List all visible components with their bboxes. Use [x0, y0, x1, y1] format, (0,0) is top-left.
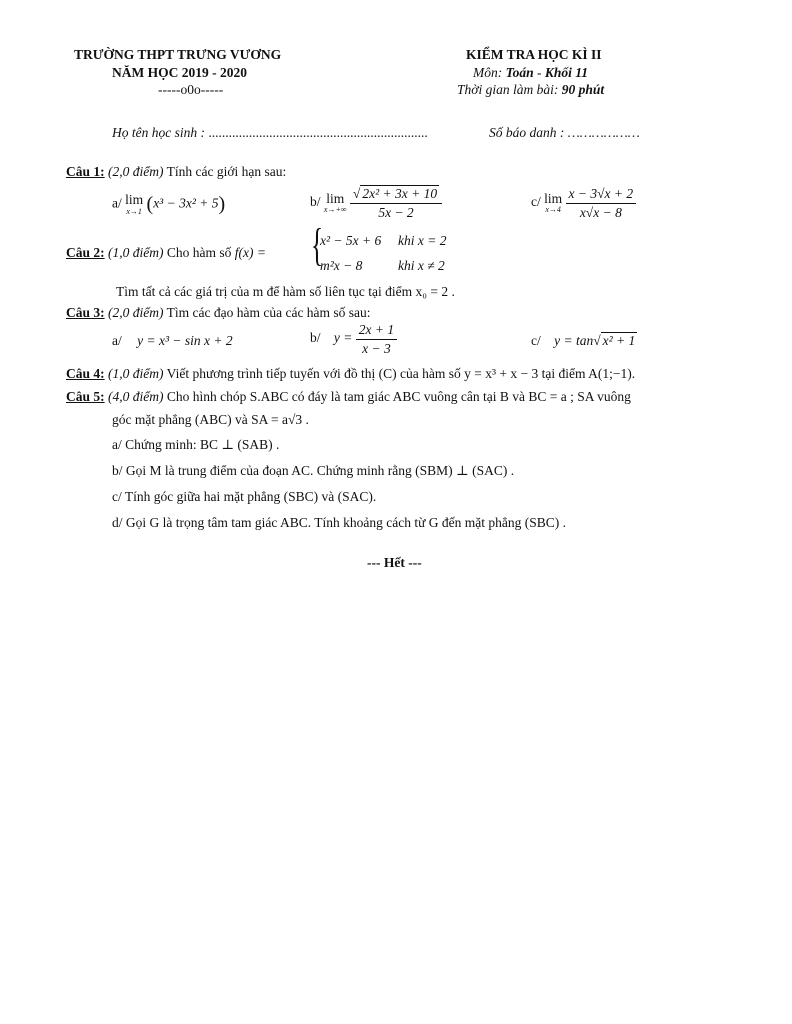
subject: Toán — [505, 65, 534, 80]
q1-c-lim — [544, 192, 562, 215]
q2-case2: m²x − 8 — [320, 258, 363, 273]
student-name-label: Họ tên học sinh : — [112, 125, 205, 140]
grade: Khối 11 — [544, 65, 589, 80]
q1-part-c — [531, 186, 636, 220]
q1-c-numerator: x − 3√x + 2 — [566, 186, 637, 204]
q2-heading — [66, 245, 266, 261]
q1-b-fraction: $\frac{\text{√ 2x² + 3x + 10}}{5x - 2}$ — [350, 186, 442, 220]
q4-text: Viết phương trình tiếp tuyến với đồ thị (C) của hàm số y = x³ + x − 3 tại điểm A(1;−1). — [166, 366, 636, 381]
q1-part-a: a/ lim x→1 (x³ − 3x² + 5) — [112, 192, 226, 216]
q3-b-denominator: x − 3 — [362, 340, 391, 356]
school-name: TRƯỜNG THPT TRƯNG VƯƠNG — [74, 47, 282, 62]
q1-label: Câu 1: — [66, 164, 105, 179]
q3-c-label: c/ — [531, 333, 541, 348]
q3-a-label: a/ — [112, 333, 122, 348]
q1-b-denominator: 5x − 2 — [378, 204, 414, 220]
q1-part-b — [310, 186, 442, 220]
subject-line: Môn: Toán - Khối 11 — [473, 65, 589, 80]
lim-text: lim — [125, 192, 144, 208]
school-year: NĂM HỌC 2019 - 2020 — [112, 65, 247, 80]
q3-c-lhs: y = tan — [554, 333, 594, 348]
q3-prompt: Tìm các đạo hàm của các hàm số sau: — [166, 305, 371, 320]
q2-case2-cond: khi x ≠ 2 — [398, 258, 445, 273]
q3-b-lhs: y = — [333, 330, 353, 346]
brace-icon: { — [310, 219, 324, 270]
q1-heading — [66, 164, 286, 180]
student-id-line — [489, 125, 640, 141]
q1-c-denominator: x√x − 8 — [579, 204, 622, 220]
q2-func: f(x) = — [234, 245, 266, 260]
q2-piecewise — [306, 219, 476, 278]
q2-points: (1,0 điểm) — [108, 245, 164, 260]
q3-points: (2,0 điểm) — [108, 305, 164, 320]
q1-c-label: c/ — [531, 194, 541, 210]
lim-sub: x→4 — [545, 205, 561, 215]
header-ornament: -----o0o----- — [158, 82, 224, 97]
student-id-label: Số báo danh : — [489, 125, 565, 140]
lim-sub: x→+∞ — [323, 205, 347, 215]
student-name-dots: ................................................................. — [208, 125, 428, 140]
q5-text1: Cho hình chóp S.ABC có đáy là tam giác ABC vuông cân tại B và BC = a ; SA vuông — [166, 389, 631, 404]
q4-line — [66, 366, 635, 382]
q3-b-fraction — [356, 322, 397, 356]
lim-sub: x→1 — [126, 206, 142, 216]
q1-a-label: a/ — [112, 195, 122, 211]
subject-label: Môn: — [473, 65, 503, 80]
end-marker: --- Hết --- — [367, 555, 422, 570]
q1-b-label: b/ — [310, 194, 321, 210]
q3-b-numerator: 2x + 1 — [356, 322, 397, 340]
time-line — [457, 82, 604, 98]
q5-points: (4,0 điểm) — [108, 389, 164, 404]
q1-a-lim — [125, 193, 143, 216]
q1-b-numerator: 2x² + 3x + 10 — [362, 186, 438, 201]
q3-part-c: c/ y = tan√ x² + 1 — [531, 333, 636, 348]
q1-a-expr: x³ − 3x² + 5 — [153, 195, 219, 211]
q5-part-a: a/ Chứng minh: BC ⊥ (SAB) . — [112, 437, 280, 452]
q3-c-root: x² + 1 — [602, 333, 636, 348]
q3-b-label: b/ — [310, 330, 321, 346]
q3-label: Câu 3: — [66, 305, 105, 320]
q1-points: (2,0 điểm) — [108, 164, 164, 179]
q2-case1: x² − 5x + 6 — [320, 233, 382, 248]
q3-heading — [66, 305, 371, 321]
q5-part-c: c/ Tính góc giữa hai mặt phẳng (SBC) và (SAC). — [112, 489, 377, 504]
q2-label: Câu 2: — [66, 245, 105, 260]
q5-line2: góc mặt phẳng (ABC) và SA = a√3 . — [112, 412, 309, 427]
lim-text: lim — [544, 190, 563, 206]
q5-part-d: d/ Gọi G là trọng tâm tam giác ABC. Tính khoảng cách từ G đến mặt phẳng (SBC) . — [112, 515, 566, 530]
q5-label: Câu 5: — [66, 389, 105, 404]
q5-part-b: b/ Gọi M là trung điểm của đoạn AC. Chứng minh rằng (SBM) ⊥ (SAC) . — [112, 463, 515, 478]
q2-prompt: Cho hàm số — [166, 245, 232, 260]
lim-text: lim — [326, 190, 345, 206]
q1-prompt: Tính các giới hạn sau: — [166, 164, 287, 179]
q3-part-a — [112, 333, 233, 349]
exam-title: KIỂM TRA HỌC KÌ II — [466, 47, 602, 62]
q1-b-lim — [324, 192, 347, 215]
q5-line1 — [66, 389, 631, 405]
time-label: Thời gian làm bài: — [457, 82, 559, 97]
q3-a-expr: y = x³ − sin x + 2 — [137, 333, 233, 348]
time-value: 90 phút — [561, 82, 605, 97]
q4-points: (1,0 điểm) — [108, 366, 164, 381]
student-name-line — [112, 125, 428, 141]
q1-c-fraction — [566, 186, 637, 220]
student-id-dots: ……………… — [567, 125, 640, 140]
q4-label: Câu 4: — [66, 366, 105, 381]
q2-task: Tìm tất cả các giá trị của m để hàm số liên tục tại điểm x₀ = 2 . — [116, 284, 455, 299]
q2-case1-cond: khi x = 2 — [398, 233, 447, 248]
q3-part-b — [310, 322, 397, 356]
